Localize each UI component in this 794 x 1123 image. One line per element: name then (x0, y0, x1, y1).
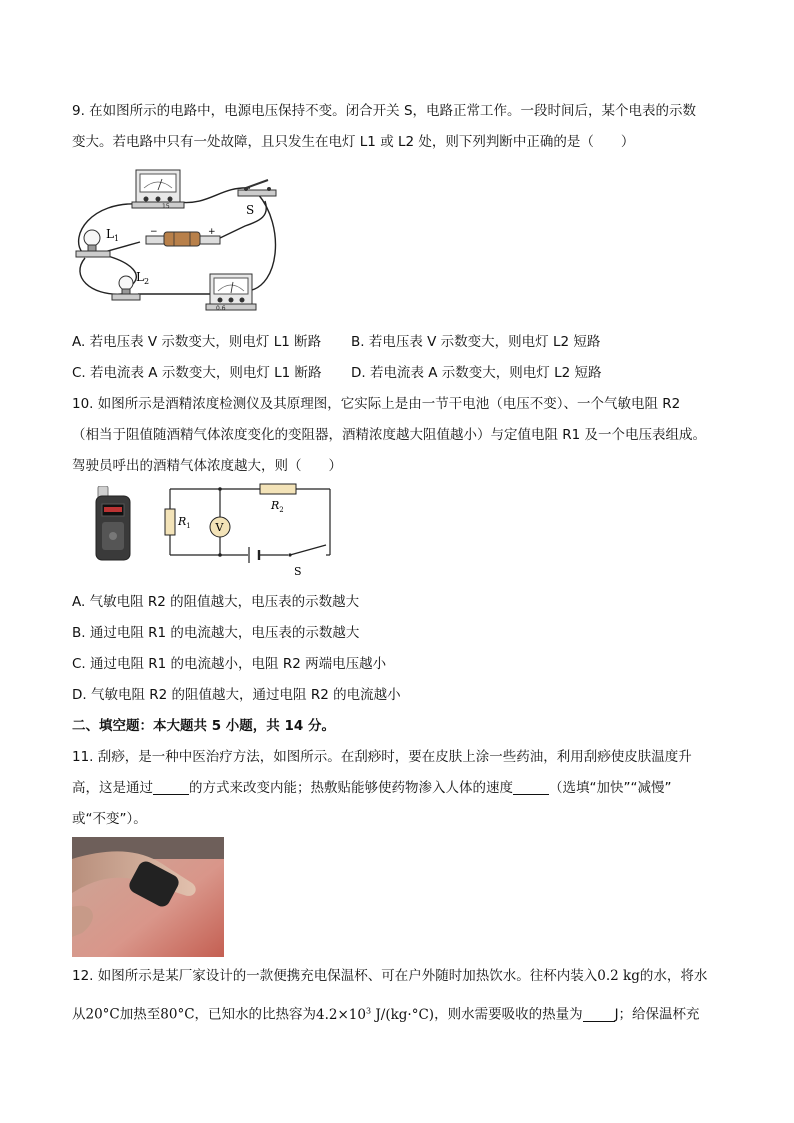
voltmeter-label: V (215, 521, 224, 534)
q9-option-c: C. 若电流表 A 示数变大，则电灯 L1 断路 (72, 365, 322, 381)
q9-stem-line1: 9. 在如图所示的电路中，电源电压保持不变。闭合开关 S，电路正常工作。一段时间后，某个电表的示数 (72, 103, 697, 119)
q10-option-a: A. 气敏电阻 R2 的阻值越大，电压表的示数越大 (72, 594, 360, 610)
resistor-r1-label: $R_1$ (178, 515, 191, 530)
q11-line2-part2: 的方式来改变内能；热敷贴能够使药物渗入人体的速度 (189, 780, 513, 796)
q12-temp-end: 80°C (160, 1006, 195, 1023)
q12-line2-to: 加热至 (119, 1006, 161, 1023)
q9-option-d: D. 若电流表 A 示数变大，则电灯 L2 短路 (351, 365, 602, 381)
ammeter-icon (206, 274, 256, 312)
q9-circuit-figure (70, 166, 285, 318)
q11-line2-part1: 高，这是通过 (72, 780, 153, 796)
voltmeter-icon (132, 170, 184, 210)
q12-mass: 0.2 kg (597, 968, 640, 984)
q10-stem-line2: （相当于阻值随酒精气体浓度变化的变阻器，酒精浓度越大阻值越小）与定值电阻 R1 及一个电压表组成。 (72, 427, 707, 443)
q12-line2-ask: ，则水需要吸收的热量为 (434, 1006, 583, 1023)
q10-option-b: B. 通过电阻 R1 的电流越大，电压表的示数越大 (72, 625, 360, 641)
q10-circuit-diagram (160, 483, 336, 579)
bulb-l1-icon (76, 230, 110, 257)
switch-symbol (290, 545, 326, 555)
q12-temp-start: 20°C (85, 1006, 120, 1023)
q10-option-c: C. 通过电阻 R1 的电流越小，电阻 R2 两端电压越小 (72, 656, 387, 672)
q12-specific-heat: $4.2\times 10^3$ J/(kg·°C) (316, 1006, 435, 1023)
breathalyzer-device-image (92, 486, 136, 562)
q12-blank-heat[interactable] (583, 1007, 615, 1022)
q11-blank-2[interactable] (513, 780, 549, 795)
switch-label: S (246, 203, 255, 217)
bulb-l2-label: $L_2$ (136, 270, 150, 286)
q12-line1 (72, 966, 707, 986)
q12-line2-end: J；给保温杯充 (614, 1006, 700, 1023)
q9-option-a: A. 若电压表 V 示数变大，则电灯 L1 断路 (72, 334, 322, 350)
switch-label-q10: S (294, 565, 302, 578)
q12-line2 (72, 1001, 700, 1025)
svg-text:+: + (208, 227, 216, 237)
q11-blank-1[interactable] (153, 780, 189, 795)
q9-option-b: B. 若电压表 V 示数变大，则电灯 L2 短路 (351, 334, 601, 350)
section-heading: 二、填空题：本大题共 5 小题，共 14 分。 (72, 718, 335, 734)
resistor-r1-symbol (165, 509, 175, 535)
gua-sha-photo (72, 837, 224, 957)
q12-line2-from: 从 (72, 1006, 86, 1023)
q12-line1-text: 12. 如图所示是某厂家设计的一款便携充电保温杯、可在户外随时加热饮水。往杯内装入 (72, 968, 598, 984)
q9-stem-line2: 变大。若电路中只有一处故障，且只发生在电灯 L1 或 L2 处，则下列判断中正确的是（ ） (72, 134, 635, 150)
bulb-l1-label: $L_1$ (106, 227, 120, 243)
q12-line2-given: ，已知水的比热容为 (194, 1006, 317, 1023)
ammeter-scale-label: 0.6 (216, 305, 226, 312)
resistor-r2-symbol (260, 484, 296, 494)
svg-text:−: − (150, 227, 158, 237)
voltmeter-scale-label: 15 (162, 203, 170, 210)
q12-line1-text-end: 的水，将水 (639, 968, 708, 984)
q11-line1: 11. 刮痧，是一种中医治疗方法，如图所示。在刮痧时，要在皮肤上涂一些药油，利用刮痧使皮肤温度升 (72, 749, 692, 765)
q11-line3: 或“不变”）。 (72, 811, 147, 827)
q11-line2-part3: （选填“加快”“减慢” (549, 780, 672, 796)
battery-icon (146, 227, 220, 246)
q11-line2 (72, 778, 671, 798)
resistor-r2-label: $R_2$ (271, 499, 284, 514)
q10-option-d: D. 气敏电阻 R2 的阻值越大，通过电阻 R2 的电流越小 (72, 687, 401, 703)
q10-stem-line1: 10. 如图所示是酒精浓度检测仪及其原理图，它实际上是由一节干电池（电压不变）、一个气敏电阻 R2 (72, 396, 681, 412)
q10-stem-line3: 驾驶员呼出的酒精气体浓度越大，则（ ） (72, 458, 342, 474)
